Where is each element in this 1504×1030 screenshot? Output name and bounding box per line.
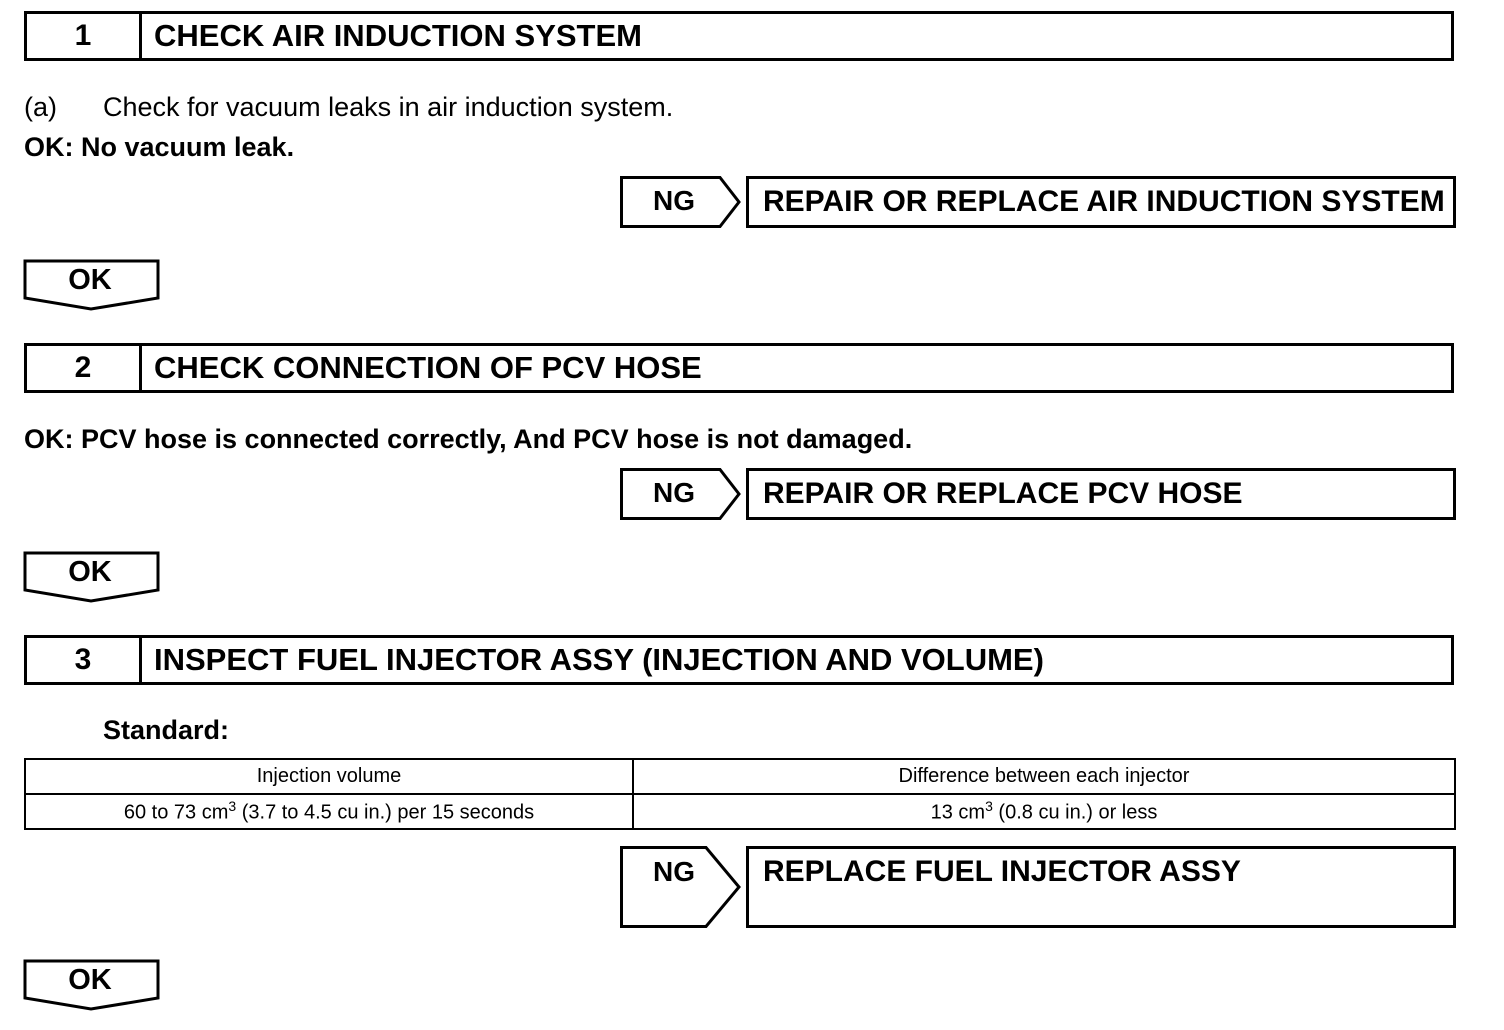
ng-action-box: REPAIR OR REPLACE PCV HOSE (746, 468, 1456, 520)
ng-label: NG (653, 185, 695, 216)
step-1-header (24, 11, 1454, 61)
table-row (25, 794, 1455, 829)
ok-label: OK (68, 264, 112, 296)
standard-label: Standard: (103, 715, 230, 745)
step-2-header (24, 343, 1454, 393)
step-3-header (24, 635, 1454, 685)
step-title: CHECK AIR INDUCTION SYSTEM (154, 18, 642, 53)
step-number: 2 (27, 346, 142, 390)
step-title: INSPECT FUEL INJECTOR ASSY (INJECTION AND VOLUME) (154, 642, 1044, 677)
ok-arrow (22, 258, 162, 312)
table-cell: 13 $cm^3$ (0.8 cu in.) or less (633, 794, 1455, 829)
ng-label: NG (653, 477, 695, 508)
ok-criteria: OK: PCV hose is connected correctly, And PCV hose is not damaged. (24, 424, 913, 454)
step-number: 1 (27, 14, 142, 58)
table-header-row (25, 759, 1455, 794)
ng-label: NG (653, 856, 695, 887)
ng-action-box: REPAIR OR REPLACE AIR INDUCTION SYSTEM (746, 176, 1456, 228)
ng-arrow (620, 176, 742, 228)
ok-arrow (22, 958, 162, 1012)
ok-label: OK (68, 964, 112, 996)
spec-table (24, 758, 1456, 830)
instruction-text: Check for vacuum leaks in air induction system. (103, 92, 674, 122)
ok-criteria: OK: No vacuum leak. (24, 132, 295, 162)
table-header-cell: Injection volume (25, 759, 633, 794)
table-header-cell: Difference between each injector (633, 759, 1455, 794)
ok-arrow (22, 550, 162, 604)
ng-arrow (620, 468, 742, 520)
ng-arrow (620, 846, 742, 928)
step-title: CHECK CONNECTION OF PCV HOSE (154, 350, 702, 385)
ng-action-box: REPLACE FUEL INJECTOR ASSY (746, 846, 1456, 928)
ok-label: OK (68, 556, 112, 588)
table-cell: 60 to 73 $cm^3$ (3.7 to 4.5 cu in.) per 15 seconds (25, 794, 633, 829)
step-number: 3 (27, 638, 142, 682)
sub-step-label: (a) (24, 92, 57, 122)
